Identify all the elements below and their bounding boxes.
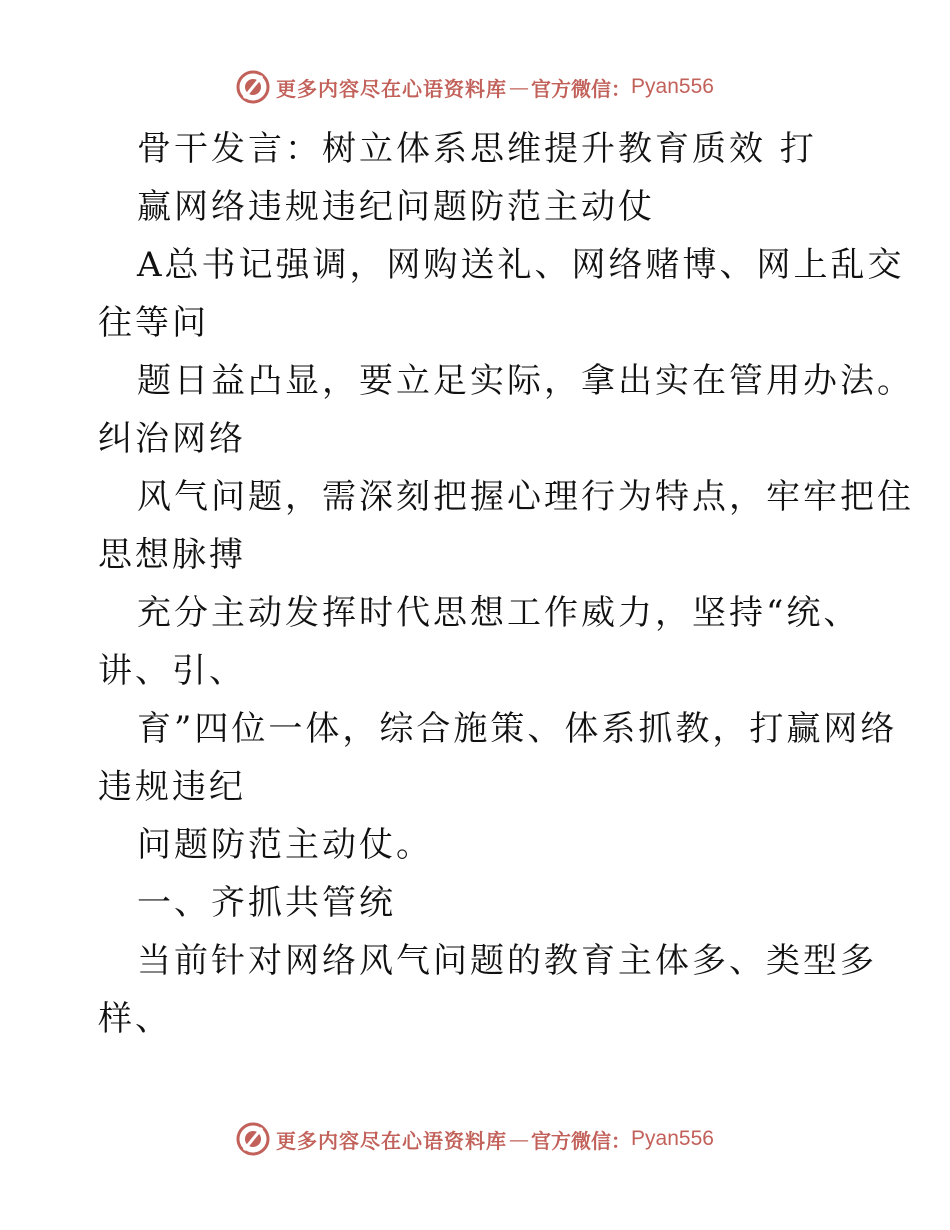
logo-icon xyxy=(236,1122,270,1156)
banner-separator: — xyxy=(509,1127,530,1151)
banner-text: 更多内容尽在心语资料库 xyxy=(276,1128,508,1153)
paragraph-line: 往等问 xyxy=(98,303,209,343)
footer-banner xyxy=(0,1122,950,1156)
paragraph-line: 问题防范主动仗。 xyxy=(137,825,433,865)
section-heading: 一、齐抓共管统 xyxy=(137,883,396,923)
header-banner xyxy=(0,70,950,104)
banner-text: 更多内容尽在心语资料库 xyxy=(276,76,508,101)
paragraph-line: 当前针对网络风气问题的教育主体多、类型多 xyxy=(137,941,877,981)
paragraph-line: 纠治网络 xyxy=(98,419,246,459)
paragraph-line: 思想脉搏 xyxy=(98,535,246,575)
banner-wechat-label: 官方微信： xyxy=(531,76,632,101)
banner-separator: — xyxy=(509,75,530,99)
paragraph-line: 题日益凸显，要立足实际，拿出实在管用办法。 xyxy=(137,361,914,401)
paragraph-line: A总书记强调，网购送礼、网络赌博、网上乱交 xyxy=(137,245,905,285)
banner-wechat-label: 官方微信： xyxy=(531,1128,632,1153)
banner-wechat-id: Pyan556 xyxy=(631,1127,714,1150)
title-line-1: 骨干发言：树立体系思维提升教育质效 打 xyxy=(137,129,817,169)
paragraph-line: 违规违纪 xyxy=(98,767,246,807)
logo-icon xyxy=(236,70,270,104)
paragraph-line: 样、 xyxy=(98,999,172,1039)
paragraph-line: 充分主动发挥时代思想工作威力，坚持“统、 xyxy=(137,593,861,633)
banner-wechat-id: Pyan556 xyxy=(631,75,714,98)
paragraph-line: 育”四位一体，综合施策、体系抓教，打赢网络 xyxy=(137,709,898,749)
title-line-2: 赢网络违规违纪问题防范主动仗 xyxy=(137,187,655,227)
paragraph-line: 讲、引、 xyxy=(98,651,246,691)
paragraph-line: 风气问题，需深刻把握心理行为特点，牢牢把住 xyxy=(137,477,914,517)
